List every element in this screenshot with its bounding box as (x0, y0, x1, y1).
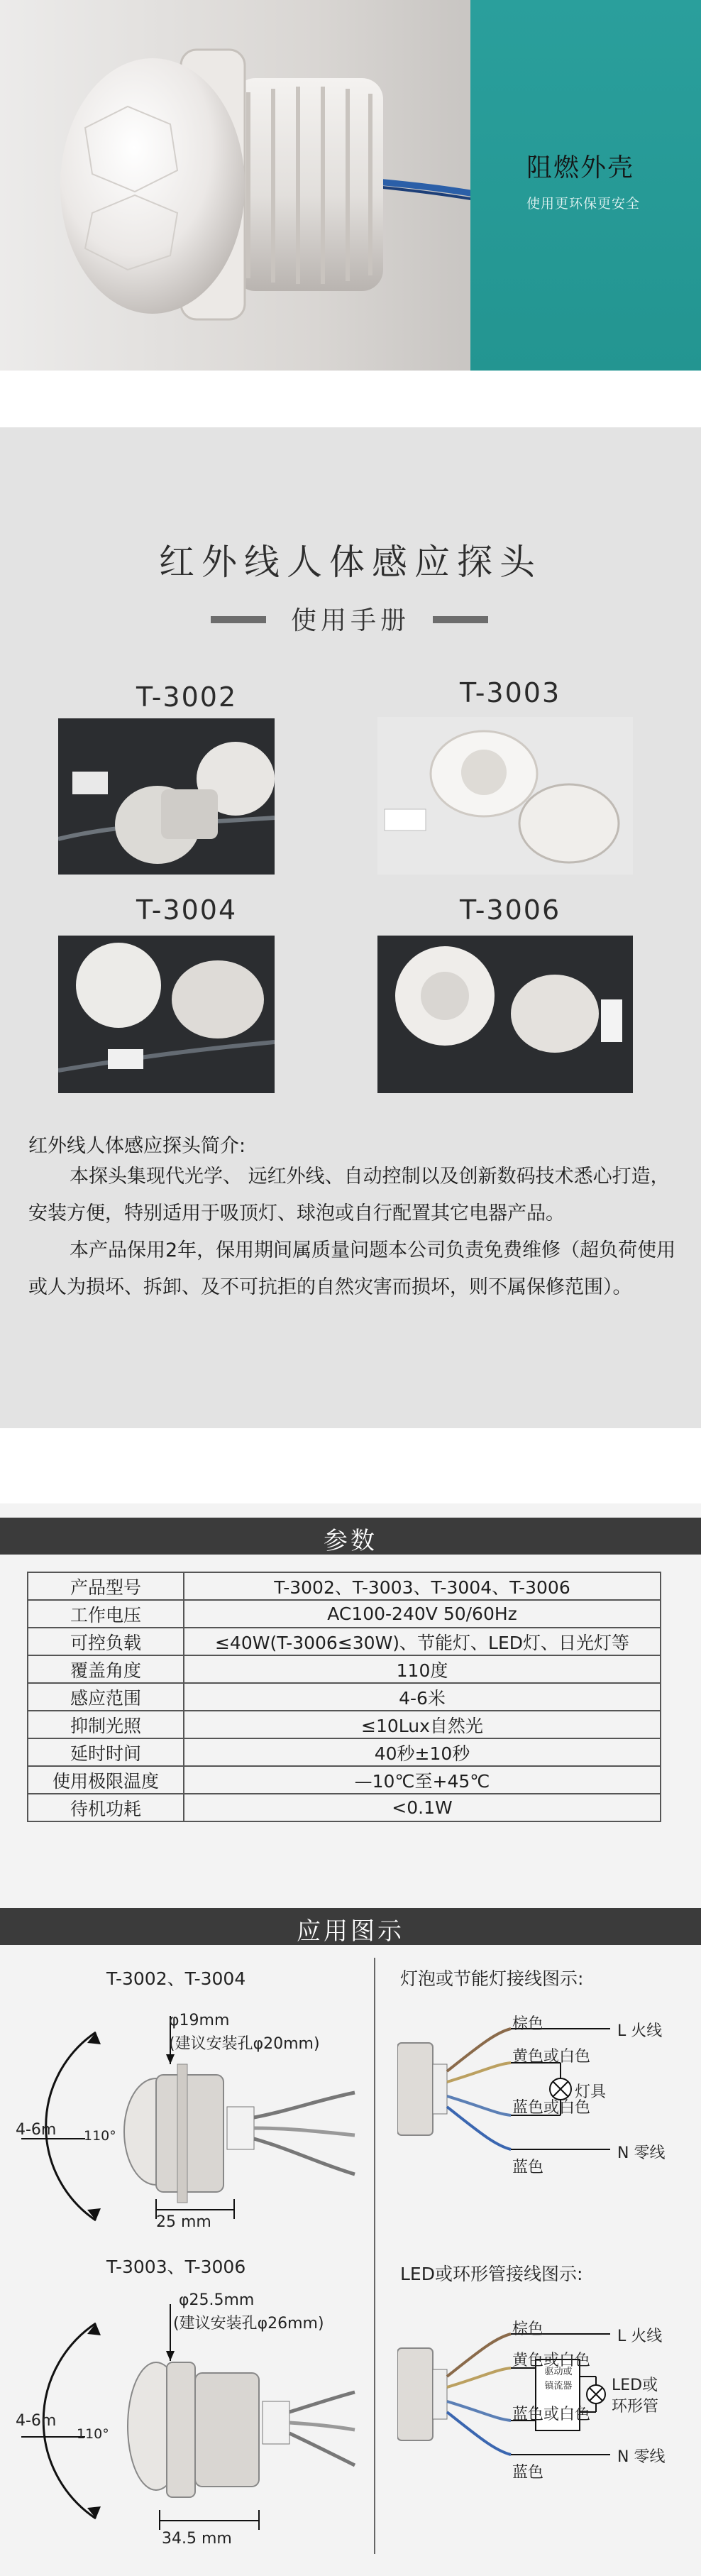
wiring2-lamp-line2: 环形管 (612, 2398, 659, 2416)
table-row (28, 1628, 661, 1655)
wiring1-yellow-white: 黄色或白色 (512, 2048, 591, 2066)
model-label-t3003: T-3003 (460, 677, 561, 708)
table-row (28, 1711, 661, 1738)
manual-title: 红外线人体感应探头 (159, 542, 542, 583)
spec-key: 待机功耗 (28, 1794, 184, 1821)
spec-key: 产品型号 (28, 1572, 184, 1600)
model-label-t3004: T-3004 (136, 894, 238, 926)
spec-value: ≤40W(T-3006≤30W)、节能灯、LED灯、日光灯等 (184, 1628, 661, 1655)
table-row (28, 1794, 661, 1821)
wiring1-title: 灯泡或节能灯接线图示: (400, 1968, 584, 1989)
photo-t3006 (377, 936, 633, 1093)
diagram2-range: 4-6m (16, 2412, 57, 2430)
spec-value: T-3002、T-3003、T-3004、T-3006 (184, 1572, 661, 1600)
wiring2-driver-line1: 驱动或 (544, 2367, 573, 2377)
spec-value: <0.1W (184, 1794, 661, 1821)
wiring2-title: LED或环形管接线图示: (400, 2264, 583, 2284)
wiring2-blue-white: 蓝色或白色 (512, 2406, 591, 2423)
diagram2-angle: 110° (77, 2426, 109, 2442)
wiring2-brown: 棕色 (512, 2320, 544, 2338)
model-label-t3006: T-3006 (460, 894, 561, 926)
diagram1-models: T-3002、T-3004 (106, 1968, 246, 1989)
intro-paragraph-2: 本产品保用2年，保用期间属质量问题本公司负责免费维修（超负荷使用或人为损坏、拆卸、及不可抗拒的自然灾害而损坏，则不属保修范围）。 (28, 1239, 676, 1298)
intro-heading: 红外线人体感应探头简介: (28, 1135, 246, 1157)
specs-section (0, 1503, 701, 2576)
sensor-product-photo (0, 0, 497, 371)
diagram1-length: 25 mm (156, 2213, 211, 2231)
subtitle-dash-right (433, 616, 488, 623)
intro-paragraph-1: 本探头集现代光学、 远红外线、自动控制以及创新数码技术悉心打造，安装方便，特别适用于吸顶灯、球泡或自行配置其它电器产品。 (28, 1166, 670, 1224)
photo-t3002 (58, 718, 275, 875)
photo-t3003 (377, 717, 633, 875)
wiring2-lamp (612, 2375, 658, 2418)
spec-key: 工作电压 (28, 1600, 184, 1628)
spec-key: 使用极限温度 (28, 1766, 184, 1794)
wiring2-driver-line2: 镇流器 (544, 2381, 573, 2391)
application-heading: 应用图示 (297, 1917, 404, 1946)
wiring1-L: L 火线 (617, 2022, 663, 2040)
photo-t3004 (58, 936, 275, 1093)
diagram1-angle: 110° (84, 2128, 116, 2144)
table-row (28, 1738, 661, 1766)
spec-key: 感应范围 (28, 1683, 184, 1711)
model-label-t3002: T-3002 (136, 681, 238, 713)
spec-key: 抑制光照 (28, 1711, 184, 1738)
spec-value: AC100-240V 50/60Hz (184, 1600, 661, 1628)
wiring2-N: N 零线 (617, 2448, 666, 2466)
diagram1-range: 4-6m (16, 2121, 57, 2139)
hero-banner (0, 0, 701, 371)
spec-key: 覆盖角度 (28, 1655, 184, 1683)
diagram2-hole-note: (建议安装孔φ26mm) (173, 2315, 324, 2333)
wiring2-L: L 火线 (617, 2328, 663, 2345)
wiring2-lamp-line1: LED或 (612, 2377, 658, 2394)
spec-value: 40秒±10秒 (184, 1738, 661, 1766)
diagram2-models: T-3003、T-3006 (106, 2257, 246, 2277)
diagram1-hole: φ19mm (169, 2012, 230, 2029)
hero-subtitle: 使用更环保更安全 (526, 196, 641, 212)
table-row (28, 1766, 661, 1794)
diagram1-hole-note: (建议安装孔φ20mm) (169, 2035, 320, 2053)
wiring2-yellow-white: 黄色或白色 (512, 2352, 591, 2369)
specs-heading: 参数 (324, 1527, 377, 1555)
spec-value: ≤10Lux自然光 (184, 1711, 661, 1738)
spec-value: 110度 (184, 1655, 661, 1683)
wiring1-blue: 蓝色 (512, 2159, 544, 2176)
wiring1-brown: 棕色 (512, 2015, 544, 2033)
wiring2-blue: 蓝色 (512, 2464, 544, 2482)
spec-key: 可控负载 (28, 1628, 184, 1655)
hero-teal-panel (470, 0, 701, 371)
table-row (28, 1655, 661, 1683)
spec-key: 延时时间 (28, 1738, 184, 1766)
hero-title: 阻燃外壳 (526, 153, 635, 182)
vertical-divider (374, 1958, 375, 2554)
wiring1-N: N 零线 (617, 2144, 666, 2162)
manual-subtitle: 使用手册 (290, 606, 410, 635)
diagram2-length: 34.5 mm (162, 2530, 232, 2548)
spec-value: 4-6米 (184, 1683, 661, 1711)
spec-table (27, 1572, 661, 1822)
table-row (28, 1572, 661, 1600)
wiring2-driver (537, 2365, 580, 2394)
spec-value: —10℃至+45℃ (184, 1766, 661, 1794)
wiring1-lamp: 灯具 (575, 2083, 607, 2101)
manual-section (0, 427, 701, 1428)
wiring1-blue-white: 蓝色或白色 (512, 2099, 591, 2117)
table-row (28, 1683, 661, 1711)
diagram2-hole: φ25.5mm (179, 2291, 255, 2309)
table-row (28, 1600, 661, 1628)
